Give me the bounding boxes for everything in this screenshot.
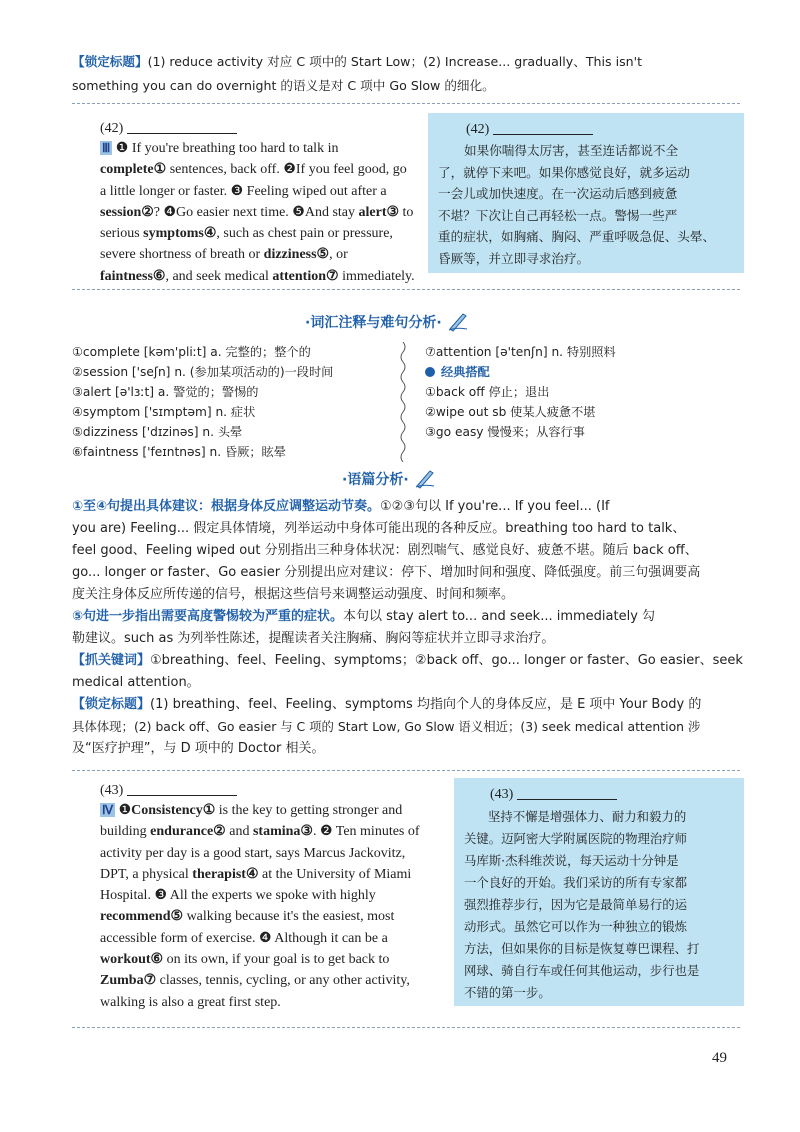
collocation-title: 经典搭配 [441, 365, 490, 379]
vocab-section-title [305, 310, 469, 332]
bullet-icon [425, 367, 435, 377]
vocab-item: ②session ['seʃn] n. (参加某项活动的)一段时间 [72, 365, 334, 379]
analysis-line: 勒建议。such as 为列举性陈述，提醒读者关注胸痛、胸闷等症状并立即寻求治疗。 [72, 631, 555, 646]
analysis-line: 度关注身体反应所传递的信号，根据这些信号来调整运动强度、时间和频率。 [72, 587, 515, 602]
q43-answer-blank[interactable] [127, 783, 237, 796]
vocab-right [425, 342, 616, 442]
vocab-item: ④symptom ['sɪmptəm] n. 症状 [72, 405, 256, 419]
q43-en-line: activity per day is a good start, says Marcus Jackovitz, [100, 845, 406, 861]
divider [72, 289, 740, 290]
hl-text: 至④句提出具体建议：根据身体反应调整运动节奏。 [83, 499, 381, 514]
analysis-line: feel good、Feeling wiped out 分别指出三种身体状况：剧烈喘气、感觉良好、疲惫不堪。随后 back off、 [72, 543, 698, 558]
q42-cn-blank [493, 122, 593, 135]
collocation-item: ③go easy 慢慢来；从容行事 [425, 425, 585, 439]
collocation-item: ②wipe out sb 使某人疲惫不堪 [425, 405, 596, 419]
q42-number: (42) [100, 121, 124, 136]
q42-en-line: severe shortness of breath or dizziness⑤, or [100, 247, 348, 263]
hl-prefix: ⑤ [72, 609, 84, 624]
q43-cn-line: 关键。迈阿密大学附属医院的物理治疗师 [464, 831, 688, 846]
q42-en-line: session②? ❹Go easier next time. ❺And stay alert③ to [100, 204, 414, 220]
q43-en-line: recommend⑤ walking because it's the easiest, most [100, 909, 395, 925]
q43-cn-number: (43) [490, 787, 514, 802]
top-note-line1: (1) reduce activity 对应 C 项中的 Start Low；(2) Increase... gradually、This isn't [147, 54, 643, 69]
q43-en-line: workout⑥ on its own, if your goal is to get back to [100, 952, 390, 968]
q42-cn-number: (42) [466, 122, 490, 137]
hl-text: 句进一步指出需要高度警惕较为严重的症状。 [83, 609, 344, 624]
analysis-line: go... longer or faster、Go easier 分别提出应对建议：停下、增加时间和强度、降低强度。前三句强调要高 [72, 565, 701, 580]
vocab-item: ⑤dizziness ['dɪzinəs] n. 头晕 [72, 425, 243, 439]
divider [72, 103, 740, 104]
hl-prefix: ① [72, 499, 84, 514]
vocab-title-text: ·词汇注释与难句分析· [305, 315, 442, 331]
analysis-title-text: ·语篇分析· [342, 472, 409, 488]
vocab-item: ⑦attention [ə'tenʃn] n. 特别照料 [425, 345, 616, 359]
collocation-item: ①back off 停止；退出 [425, 385, 550, 399]
tag-keywords: 【抓关键词】 [72, 653, 151, 668]
analysis-line: 具体体现；(2) back off、Go easier 与 C 项的 Start Low, Go Slow 语义相近；(3) seek medical attention 涉 [72, 719, 701, 734]
pen-icon [414, 467, 436, 489]
vocab-list [72, 342, 333, 462]
q42-translation-box [428, 113, 744, 273]
q42-cn-line: 重的症状，如胸痛、胸闷、严重呼吸急促、头晕、 [438, 229, 716, 244]
q43-en-line: walking is also a great first step. [100, 994, 281, 1010]
q43-cn-blank [517, 787, 617, 800]
q43-number: (43) [100, 783, 124, 798]
q43-translation-box [454, 778, 744, 1006]
q42-en-line: ❶ If you're breathing too hard to talk in [115, 141, 339, 156]
vocab-item: ⑥faintness ['feɪntnəs] n. 昏厥；眩晕 [72, 445, 286, 459]
q43-cn-line: 网球、骑自行车或任何其他运动，步行也是 [464, 963, 700, 978]
q42-cn-line: 不堪？下次让自己再轻松一点。警惕一些严 [438, 207, 678, 223]
analysis-highlight [72, 609, 343, 624]
paragraph-marker: Ⅳ [102, 803, 114, 817]
q42-cn-line: 昏厥等，并立即寻求治疗。 [438, 250, 590, 266]
analysis-line: medical attention。 [72, 675, 200, 690]
q42-en-line: complete① sentences, back off. ❷If you feel good, go [100, 162, 407, 178]
pen-icon [447, 310, 469, 332]
top-note [72, 50, 740, 98]
q42-cn-line: 如果你喘得太厉害，甚至连话都说不全 [464, 143, 679, 158]
page-number: 49 [712, 1050, 727, 1066]
q42-en-line: serious symptoms④, such as chest pain or pressure, [100, 226, 393, 242]
q43-cn-line: 坚持不懈是增强体力、耐力和毅力的 [488, 809, 687, 824]
analysis-line-rest: ①②③句以 If you're... If you feel... (If [380, 499, 610, 514]
q42-en-line: a little longer or faster. ❸ Feeling wiped out after a [100, 183, 387, 199]
analysis-line: 及“医疗护理”，与 D 项中的 Doctor 相关。 [72, 741, 325, 756]
q43-en-line: building endurance② and stamina③. ❷ Ten minutes of [100, 824, 420, 840]
tag-lock-title: 【锁定标题】 [72, 54, 148, 69]
q42-cn-line: 一会儿或加快速度。在一次运动后感到疲惫 [438, 186, 678, 201]
tag-lock-title: 【锁定标题】 [72, 697, 151, 712]
divider [72, 770, 740, 771]
analysis-line: ①breathing、feel、Feeling、symptoms；②back off、go... longer or faster、Go easier、seek [150, 653, 743, 668]
q42-en-line: faintness⑥, and seek medical attention⑦ immediately. [100, 268, 415, 284]
q43-en-line: ❶Consistency① is the key to getting stronger and [118, 803, 403, 818]
q43-cn-line: 一个良好的开始。我们采访的所有专家都 [464, 875, 688, 890]
analysis-section-title [342, 467, 436, 489]
q43-cn-line: 强烈推荐步行，因为它是最简单易行的运 [464, 897, 688, 912]
paragraph-marker: Ⅲ [102, 141, 111, 155]
analysis-highlight [72, 499, 380, 514]
wavy-divider [398, 342, 408, 462]
q43-en-line: Hospital. ❸ All the experts we spoke with highly [100, 888, 376, 904]
q43-en-line: Zumba⑦ classes, tennis, cycling, or any other activity, [100, 973, 410, 989]
q43-en-line: accessible form of exercise. ❹ Although it can be a [100, 930, 388, 946]
q43-cn-line: 动形式。虽然它可以作为一种独立的锻炼 [464, 919, 688, 934]
q43-cn-line: 马库斯·杰科维茨说，每天运动十分钟是 [464, 853, 679, 868]
q43-cn-line: 不错的第一步。 [464, 985, 551, 1000]
vocab-item: ③alert [ə'lɜːt] a. 警觉的；警惕的 [72, 385, 259, 399]
q42-english [100, 118, 420, 287]
top-note-line2: something you can do overnight 的语义是对 C 项中 Go Slow 的细化。 [72, 78, 495, 93]
q42-answer-blank[interactable] [127, 121, 237, 134]
analysis-body [72, 496, 743, 760]
vocab-item: ①complete [kəm'pliːt] a. 完整的；整个的 [72, 345, 311, 359]
analysis-line: (1) breathing、feel、Feeling、symptoms 均指向个人的身体反应，是 E 项中 Your Body 的 [150, 697, 702, 712]
q43-cn-line: 方法，但如果你的目标是恢复尊巴课程、打 [464, 941, 700, 956]
analysis-line: you are) Feeling... 假定具体情境，列举运动中身体可能出现的各种反应。breathing too hard to talk、 [72, 521, 686, 536]
q42-cn-line: 了，就停下来吧。如果你感觉良好，就多运动 [438, 164, 690, 180]
divider [72, 1027, 740, 1028]
analysis-line-rest: 本句以 stay alert to... and seek... immediately 勾 [343, 609, 656, 624]
q43-en-line: DPT, a physical therapist④ at the University of Miami [100, 866, 412, 882]
q43-english [100, 780, 445, 1013]
